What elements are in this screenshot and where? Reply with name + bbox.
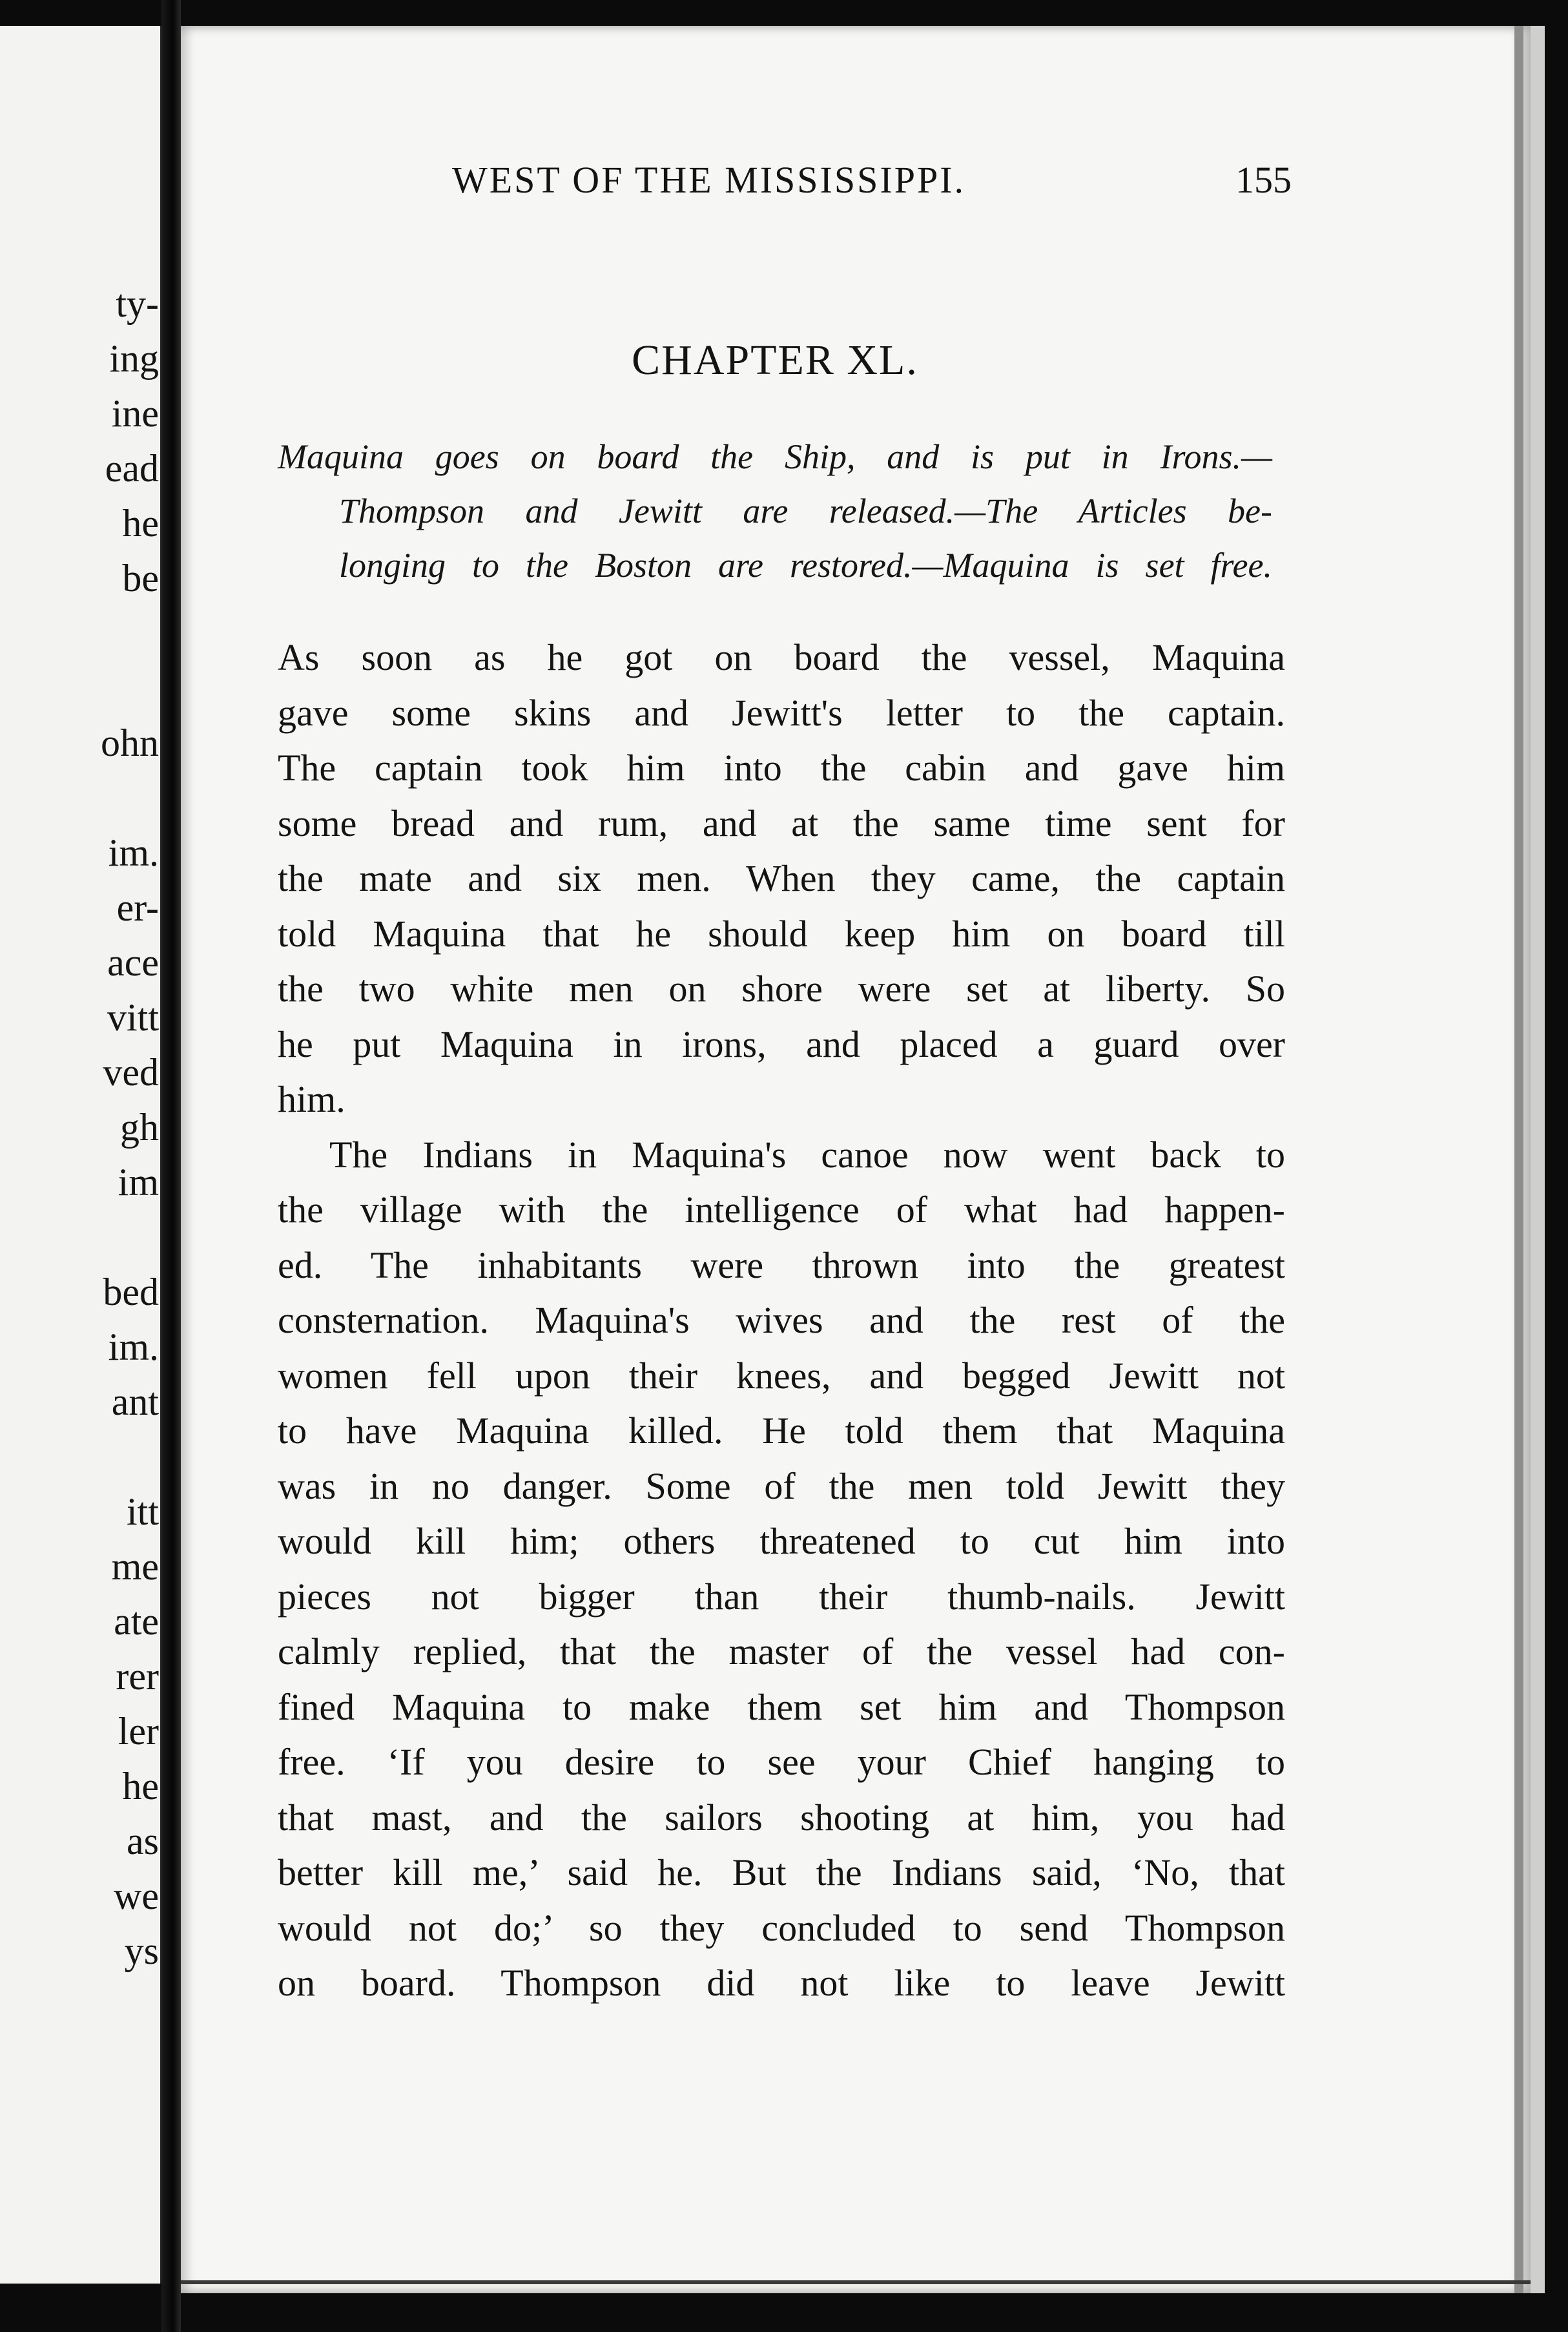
paragraph-1 bbox=[278, 630, 1285, 1127]
chapter-summary bbox=[278, 430, 1272, 592]
facing-page-fragment: he bbox=[122, 1765, 159, 1807]
facing-page-fragment: as bbox=[127, 1820, 159, 1862]
facing-page-fragment: gh bbox=[120, 1106, 159, 1149]
text-line: the village with the intelligence of what had happen- bbox=[278, 1189, 1285, 1231]
text-line: on board. Thompson did not like to leave Jewitt bbox=[278, 1962, 1285, 2004]
text-line: As soon as he got on board the vessel, Maquina bbox=[278, 636, 1285, 678]
text-line: told Maquina that he should keep him on board till bbox=[278, 912, 1285, 955]
summary-line: Thompson and Jewitt are released.—The Articles be- bbox=[339, 492, 1272, 530]
text-line: fined Maquina to make them set him and Thompson bbox=[278, 1685, 1285, 1728]
text-line: he put Maquina in irons, and placed a guard over bbox=[278, 1023, 1285, 1065]
text-line: him. bbox=[278, 1078, 346, 1120]
facing-page-fragment: we bbox=[114, 1875, 159, 1917]
facing-page-fragment: er- bbox=[116, 886, 159, 929]
text-line: that mast, and the sailors shooting at him, you had bbox=[278, 1796, 1285, 1838]
facing-page-fragment: ohn bbox=[101, 722, 159, 764]
summary-line: longing to the Boston are restored.—Maquina is set free. bbox=[339, 546, 1272, 585]
facing-page-fragment: ing bbox=[109, 337, 159, 380]
page-number: 155 bbox=[1235, 159, 1292, 201]
text-line: free. ‘If you desire to see your Chief hanging to bbox=[278, 1741, 1285, 1783]
text-line: pieces not bigger than their thumb-nails. Jewitt bbox=[278, 1575, 1285, 1618]
text-line: was in no danger. Some of the men told Jewitt they bbox=[278, 1464, 1285, 1507]
facing-page-fragment: vitt bbox=[107, 996, 159, 1039]
facing-page-fragment: bed bbox=[103, 1271, 159, 1313]
facing-page-fragment: he bbox=[122, 502, 159, 545]
text-line: would kill him; others threatened to cut him into bbox=[278, 1520, 1285, 1562]
facing-page-fragment: im. bbox=[108, 1326, 159, 1368]
text-line: ed. The inhabitants were thrown into the greatest bbox=[278, 1244, 1285, 1286]
page-bottom-edge bbox=[181, 2280, 1531, 2284]
facing-page-fragment: ler bbox=[118, 1710, 159, 1753]
text-line: The Indians in Maquina's canoe now went back to bbox=[329, 1133, 1285, 1176]
facing-page-fragment: ved bbox=[103, 1051, 159, 1094]
facing-page-fragment: ant bbox=[111, 1380, 159, 1423]
facing-page-fragment: im. bbox=[108, 831, 159, 874]
summary-line: Maquina goes on board the Ship, and is put in Irons.— bbox=[278, 437, 1272, 476]
text-line: women fell upon their knees, and begged Jewitt not bbox=[278, 1354, 1285, 1397]
text-line: some bread and rum, and at the same time sent for bbox=[278, 802, 1285, 844]
facing-page bbox=[0, 26, 164, 2284]
paragraph-2 bbox=[278, 1127, 1285, 2011]
facing-page-fragment: im bbox=[118, 1161, 159, 1203]
facing-page-fragment: rer bbox=[116, 1655, 159, 1698]
facing-page-fragment: ace bbox=[107, 941, 159, 984]
running-title: WEST OF THE MISSISSIPPI. bbox=[452, 159, 966, 201]
facing-page-fragment: me bbox=[111, 1545, 159, 1588]
text-line: better kill me,’ said he. But the Indians said, ‘No, that bbox=[278, 1851, 1285, 1893]
facing-page-fragment: ead bbox=[105, 447, 159, 490]
facing-page-fragment: ys bbox=[124, 1930, 159, 1972]
running-head bbox=[271, 158, 1292, 210]
facing-page-fragment: ty- bbox=[116, 282, 159, 325]
text-line: the mate and six men. When they came, the captain bbox=[278, 857, 1285, 899]
text-line: calmly replied, that the master of the vessel had con- bbox=[278, 1630, 1285, 1672]
facing-page-fragment: itt bbox=[126, 1490, 159, 1533]
page-edge bbox=[1514, 26, 1523, 2293]
text-line: the two white men on shore were set at liberty. So bbox=[278, 968, 1285, 1010]
facing-page-fragment: ine bbox=[111, 392, 159, 435]
text-line: consternation. Maquina's wives and the rest of the bbox=[278, 1299, 1285, 1341]
facing-page-text bbox=[0, 26, 160, 2284]
facing-page-fragment: ate bbox=[114, 1600, 159, 1643]
text-line: would not do;’ so they concluded to send Thompson bbox=[278, 1906, 1285, 1949]
text-line: The captain took him into the cabin and gave him bbox=[278, 747, 1285, 789]
text-line: to have Maquina killed. He told them that Maquina bbox=[278, 1410, 1285, 1452]
text-line: gave some skins and Jewitt's letter to the captain. bbox=[278, 691, 1285, 734]
body-text bbox=[278, 630, 1285, 2011]
chapter-title: CHAPTER XL. bbox=[632, 337, 918, 384]
binding-gutter bbox=[161, 0, 181, 2332]
facing-page-fragment: be bbox=[122, 557, 159, 599]
